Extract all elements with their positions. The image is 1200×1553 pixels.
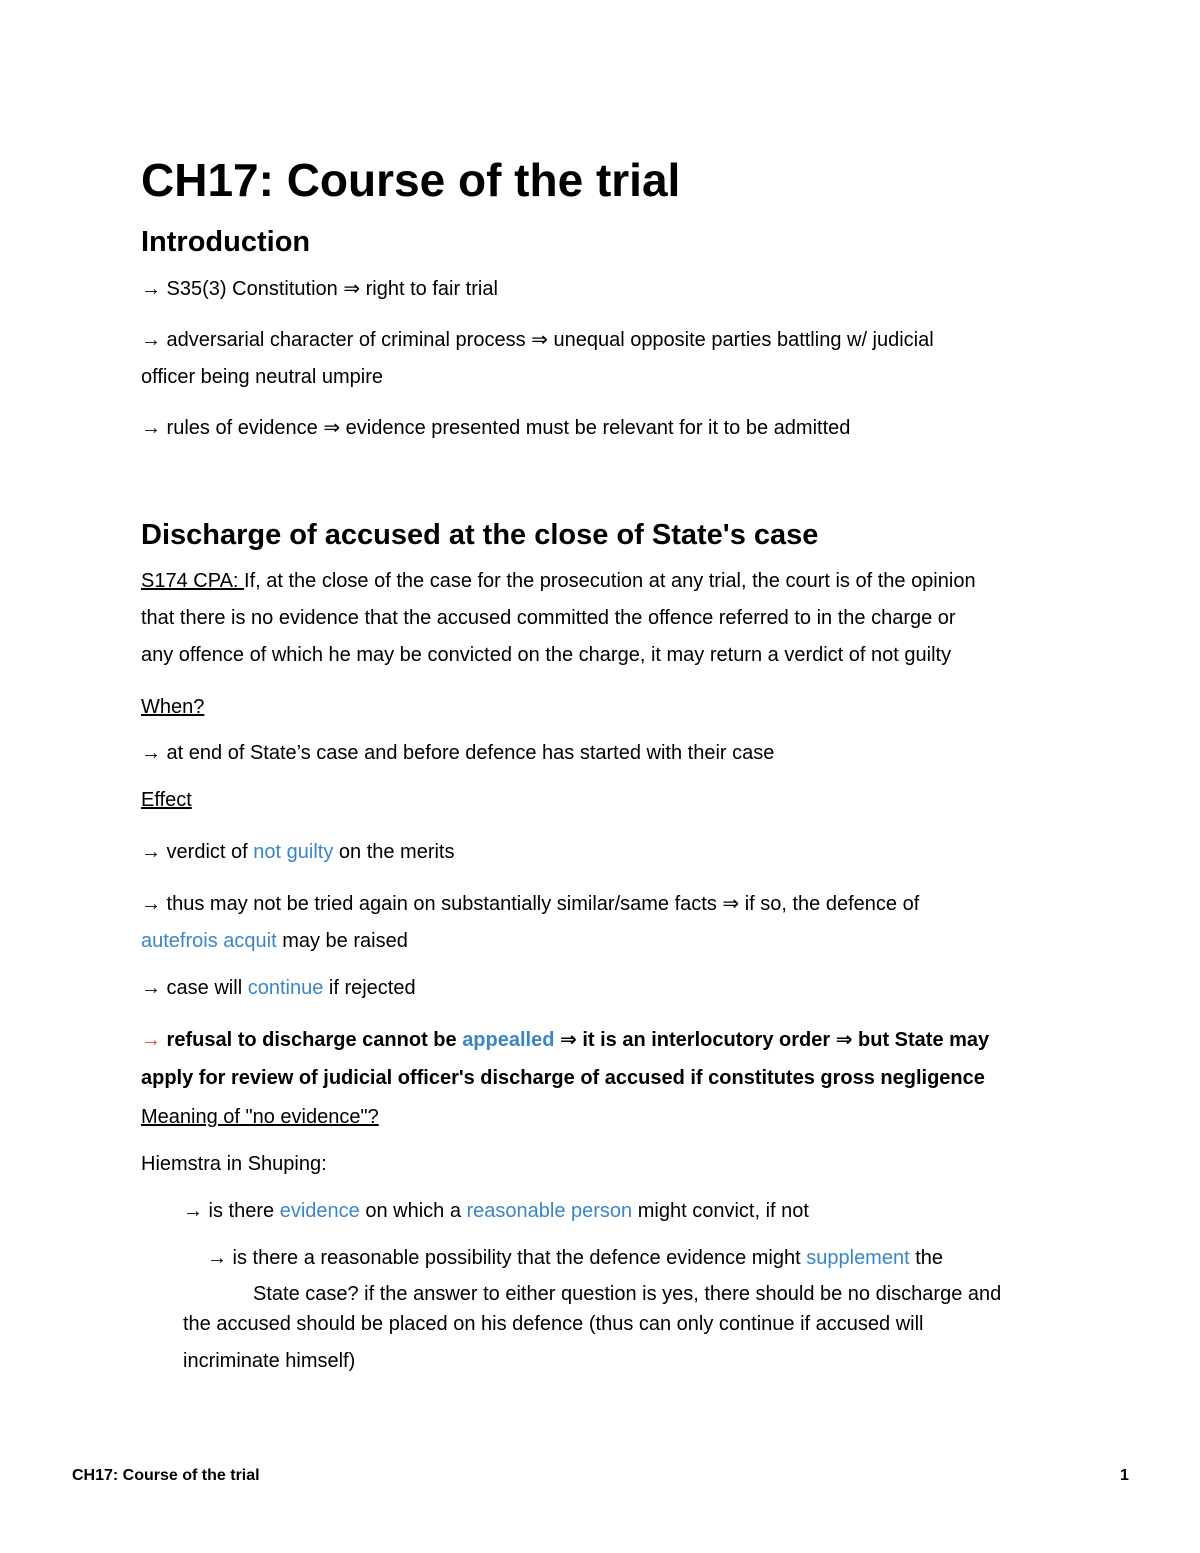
- question-2-line-2: State case? if the answer to either question is yes, there should be no discharge and: [253, 1283, 1002, 1305]
- s174-line-3: any offence of which he may be convicted on the charge, it may return a verdict of not guilty: [141, 644, 952, 666]
- question-2-pre: → is there a reasonable possibility that the defence evidence might: [207, 1247, 807, 1269]
- question-1-post: might convict, if not: [632, 1200, 809, 1222]
- highlight-continue: continue: [247, 977, 324, 999]
- intro-bullet-1: → S35(3) Constitution ⇒ right to fair trial: [141, 278, 498, 300]
- discharge-heading: Discharge of accused at the close of State's case: [141, 519, 819, 551]
- intro-bullet-2-line-1: → adversarial character of criminal process ⇒ unequal opposite parties battling w/ judicial: [141, 329, 934, 351]
- highlight-evidence: evidence: [279, 1200, 360, 1222]
- effect-bullet-2-line-2: [141, 931, 408, 951]
- when-heading: When?: [141, 696, 205, 718]
- footer-title: CH17: Course of the trial: [72, 1467, 260, 1484]
- introduction-heading: Introduction: [141, 226, 311, 258]
- footer-page-number: 1: [1120, 1467, 1129, 1484]
- effect-bullet-1-post: on the merits: [333, 841, 455, 863]
- s174-line-1: [141, 571, 976, 591]
- s174-reference: S174 CPA:: [141, 570, 245, 592]
- highlight-reasonable-person: reasonable person: [466, 1200, 633, 1222]
- effect-heading: Effect: [141, 789, 192, 811]
- red-arrow-icon: →: [141, 1029, 161, 1051]
- s174-text-1: If, at the close of the case for the prosecution at any trial, the court is of the opinion: [244, 570, 976, 592]
- question-1-mid: on which a: [359, 1200, 467, 1222]
- highlight-not-guilty: not guilty: [253, 841, 334, 863]
- effect-bullet-2-line-1: → thus may not be tried again on substantially similar/same facts ⇒ if so, the defence of: [141, 893, 920, 915]
- effect-bullet-3-pre: → case will: [141, 977, 248, 999]
- highlight-appealled: appealled: [462, 1029, 555, 1051]
- question-2-line-4: incriminate himself): [183, 1350, 356, 1372]
- s174-line-2: that there is no evidence that the accused committed the offence referred to in the charge or: [141, 607, 956, 629]
- effect-bullet-1-pre: → verdict of: [141, 841, 254, 863]
- highlight-autefrois-acquit: autefrois acquit: [141, 930, 277, 952]
- effect-bullet-3-post: if rejected: [323, 977, 416, 999]
- intro-bullet-3: → rules of evidence ⇒ evidence presented must be relevant for it to be admitted: [141, 417, 851, 439]
- question-2-line-3: the accused should be placed on his defence (thus can only continue if accused will: [183, 1313, 924, 1335]
- effect-bullet-3: [141, 978, 416, 998]
- highlight-supplement: supplement: [806, 1247, 910, 1269]
- when-bullet-1: → at end of State’s case and before defence has started with their case: [141, 742, 775, 764]
- question-2-post: the: [909, 1247, 944, 1269]
- effect-bullet-4-line-2: apply for review of judicial officer's discharge of accused if constitutes gross negligence: [141, 1067, 985, 1089]
- question-1-pre: → is there: [183, 1200, 280, 1222]
- question-1: [183, 1201, 809, 1221]
- effect-bullet-2-post: may be raised: [276, 930, 408, 952]
- hiemstra-label: Hiemstra in Shuping:: [141, 1153, 327, 1175]
- page-title: CH17: Course of the trial: [141, 154, 681, 206]
- meaning-heading: Meaning of "no evidence"?: [141, 1106, 379, 1128]
- effect-bullet-4-pre: refusal to discharge cannot be: [161, 1029, 463, 1051]
- effect-bullet-4-post: ⇒ it is an interlocutory order ⇒ but State may: [554, 1029, 990, 1051]
- effect-bullet-1: [141, 842, 455, 862]
- question-2-line-1: [207, 1248, 943, 1268]
- effect-bullet-4-line-1: [141, 1030, 989, 1050]
- intro-bullet-2-line-2: officer being neutral umpire: [141, 366, 383, 388]
